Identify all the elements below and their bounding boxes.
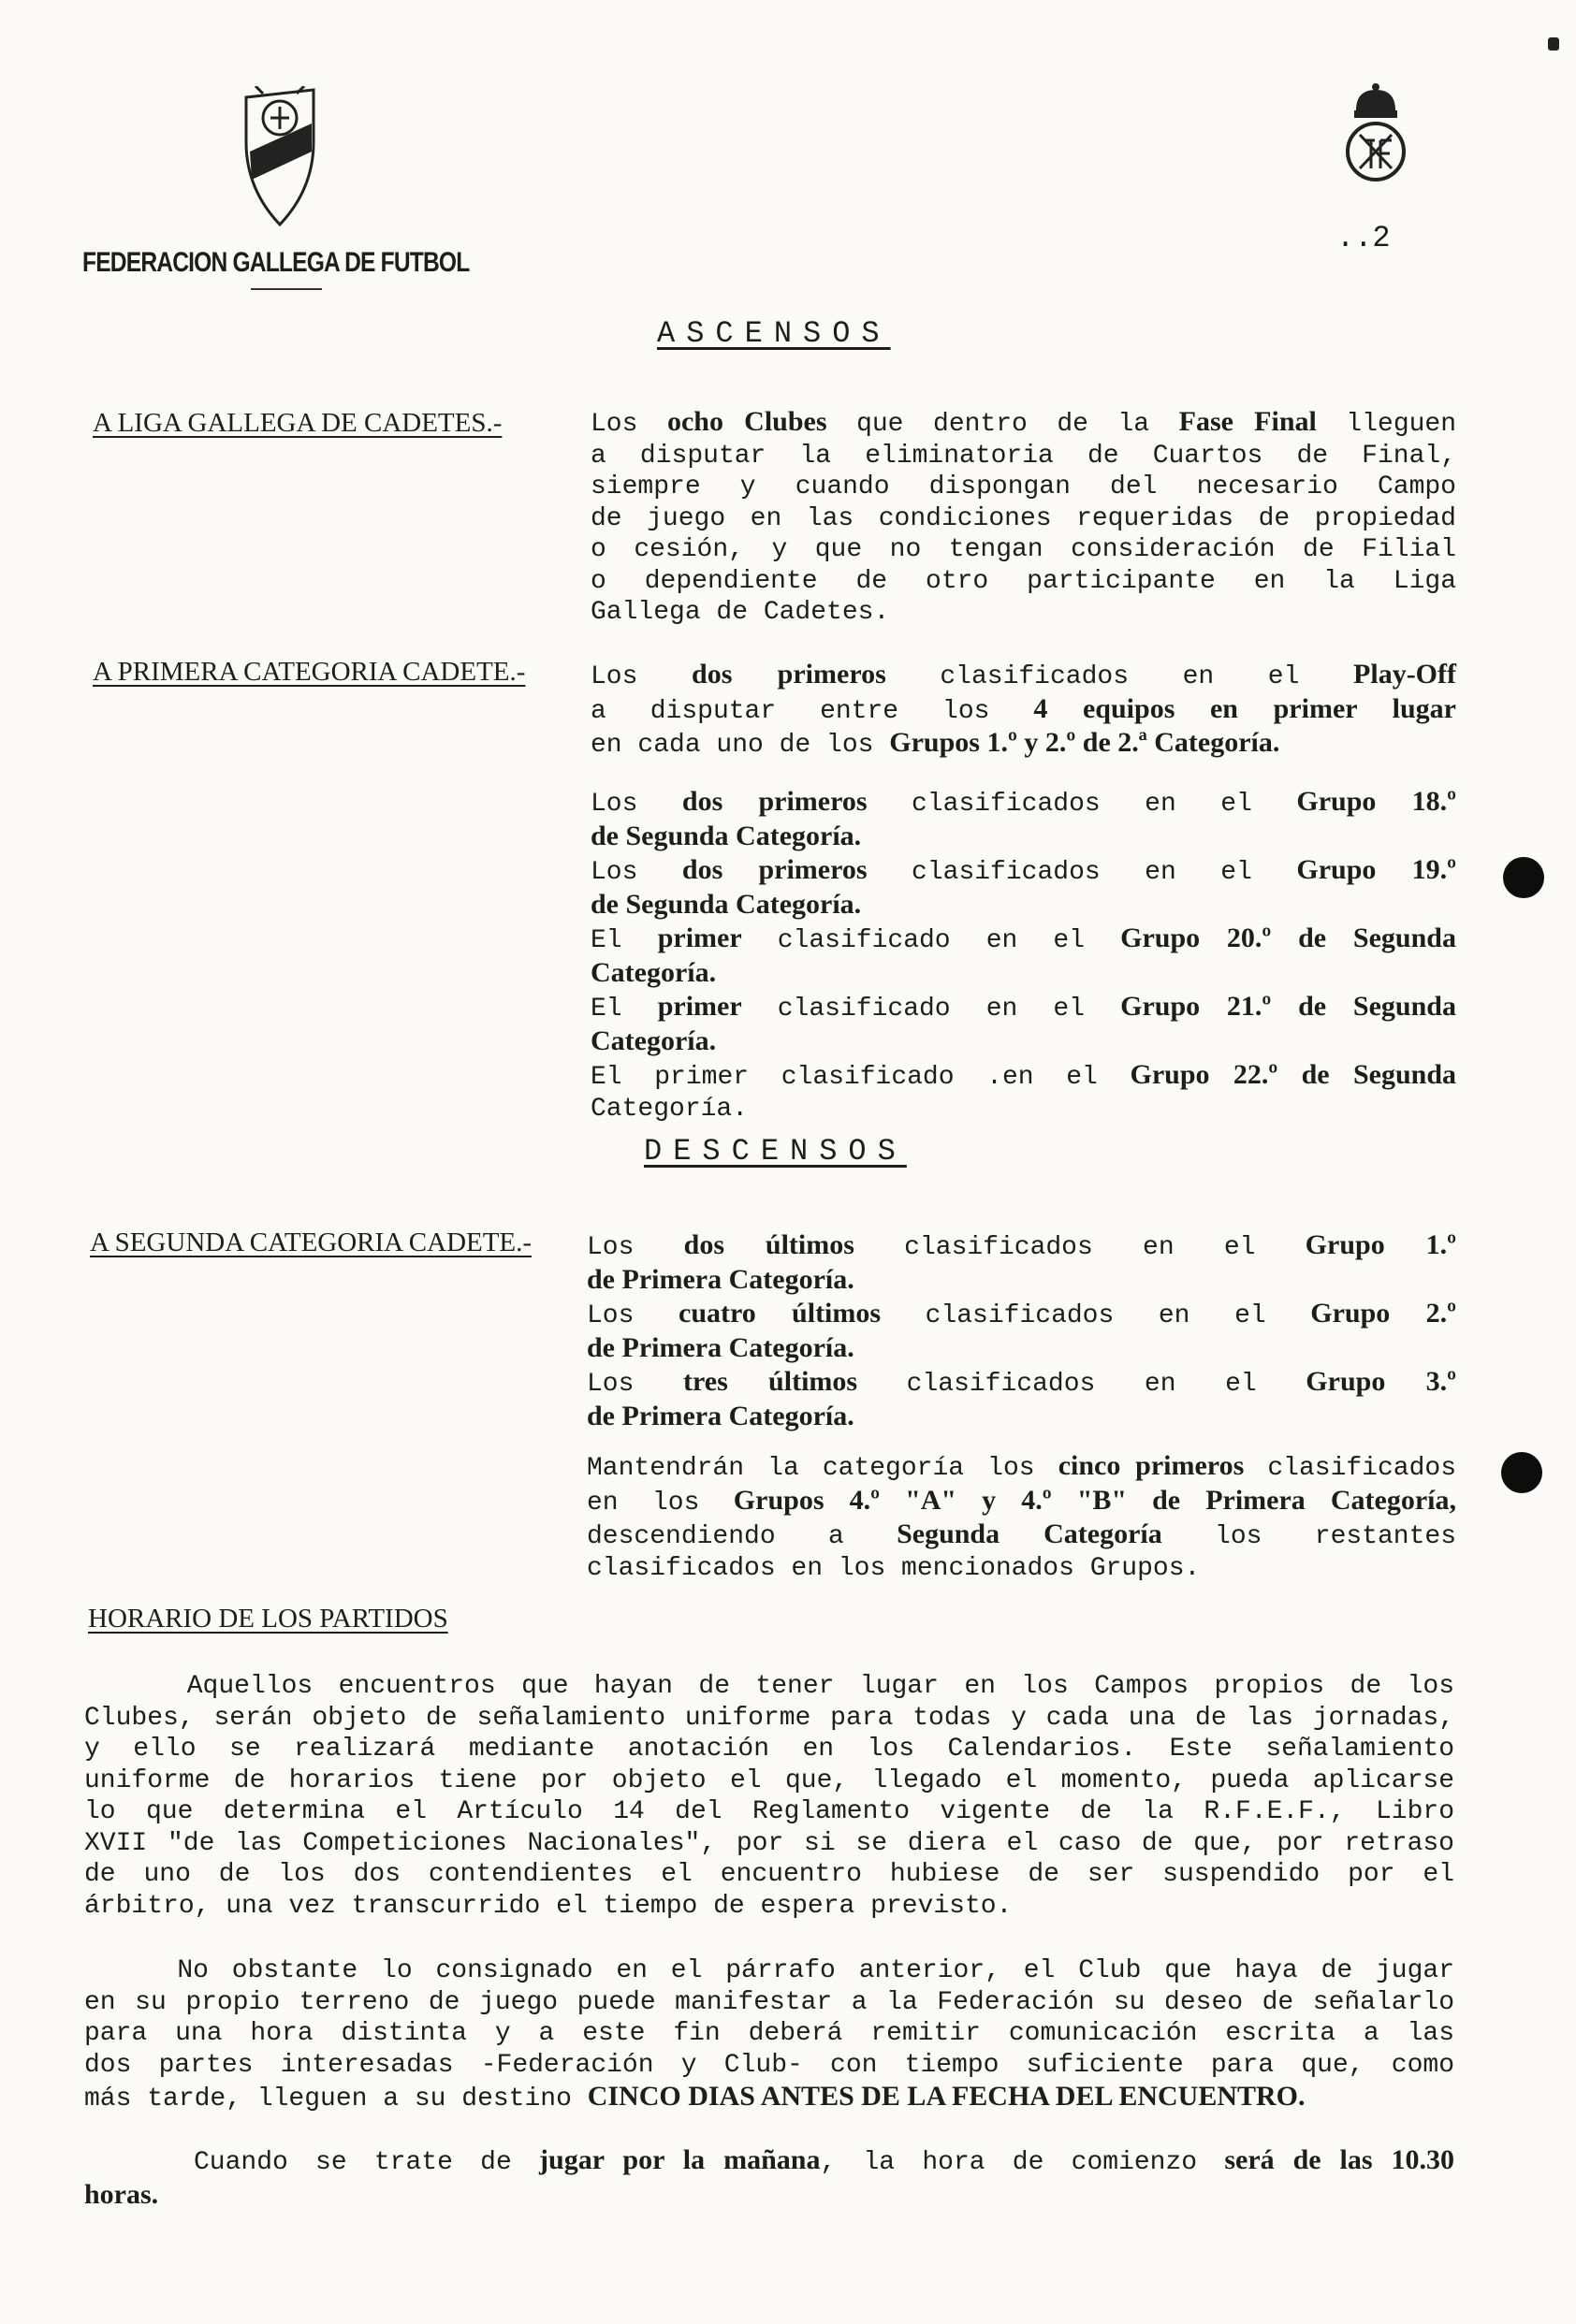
text-line: descendiendo a Segunda Categoría los restantes xyxy=(587,1518,1456,1551)
text-line: clasificados en los mencionados Grupos. xyxy=(587,1553,1201,1583)
text-line: dos partes interesadas -Federación y Club- con tiempo suficiente para que, como xyxy=(84,2050,1454,2080)
corner-mark xyxy=(1548,37,1559,51)
liga-gallega-text xyxy=(591,406,1456,629)
text-line: Gallega de Cadetes. xyxy=(591,598,890,627)
text-line: árbitro, una vez transcurrido el tiempo de espera previsto. xyxy=(84,1891,1013,1921)
primera-categoria-groups xyxy=(591,786,1456,1125)
text-line: Los dos primeros clasificados en el Grupo 19.º xyxy=(591,854,1456,887)
text-line: uniforme de horarios tiene por objeto el que, llegado el momento, pueda aplicarse xyxy=(84,1765,1454,1795)
text-line: Categoría. xyxy=(591,956,717,988)
horario-label: HORARIO DE LOS PARTIDOS xyxy=(88,1604,448,1634)
text-line: Los dos primeros clasificados en el Grupo 18.º xyxy=(591,786,1456,819)
group-entry xyxy=(591,922,1456,991)
ascensos-heading: ASCENSOS xyxy=(657,316,891,351)
text-line: Los cuatro últimos clasificados en el Grupo 2.º xyxy=(587,1298,1456,1330)
segunda-categoria-groups xyxy=(587,1229,1456,1434)
text-line: Los tres últimos clasificados en el Grupo 3.º xyxy=(587,1366,1457,1399)
horario-paragraph-1 xyxy=(84,1671,1454,1922)
text-line: Categoría. xyxy=(591,1024,717,1056)
text-line: de Primera Categoría. xyxy=(587,1400,854,1431)
text-line: o dependiente de otro participante en la Liga xyxy=(591,566,1456,596)
text-line: de uno de los dos contendientes el encuentro hubiese de ser suspendido por el xyxy=(84,1860,1454,1889)
text-line: Aquellos encuentros que hayan de tener lugar en los Campos propios de los xyxy=(84,1672,1454,1701)
text-line: y ello se realizará mediante anotación en los Calendarios. Este señalamiento xyxy=(84,1735,1454,1764)
text-line: de Primera Categoría. xyxy=(587,1331,854,1363)
primera-categoria-label: A PRIMERA CATEGORIA CADETE.- xyxy=(93,657,526,687)
text-line: Los dos últimos clasificados en el Grupo 1.º xyxy=(587,1229,1457,1262)
text-line: en su propio terreno de juego puede manifestar a la Federación su deseo de señalarlo xyxy=(84,1987,1454,2017)
galician-federation-shield-logo xyxy=(239,86,323,226)
organization-name: FEDERACION GALLEGA DE FUTBOL xyxy=(82,247,470,278)
text-line: de Segunda Categoría. xyxy=(591,820,862,851)
liga-gallega-label: A LIGA GALLEGA DE CADETES.- xyxy=(93,408,503,438)
primera-categoria-intro xyxy=(591,659,1456,762)
group-entry xyxy=(587,1229,1456,1298)
segunda-categoria-label: A SEGUNDA CATEGORIA CADETE.- xyxy=(90,1227,533,1257)
group-entry xyxy=(587,1298,1456,1366)
text-line: a disputar la eliminatoria de Cuartos de Final, xyxy=(591,441,1456,471)
text-line: El primer clasificado en el Grupo 21.º de Segunda xyxy=(591,991,1456,1024)
group-entry xyxy=(591,991,1456,1059)
group-entry xyxy=(591,1059,1456,1125)
text-line: de juego en las condiciones requeridas de propiedad xyxy=(591,503,1456,533)
organization-underline xyxy=(251,288,322,290)
descensos-heading: DESCENSOS xyxy=(644,1134,907,1169)
text-line: Los dos primeros clasificados en el Play-Off xyxy=(591,659,1456,691)
group-entry xyxy=(591,786,1456,854)
text-line: Mantendrán la categoría los cinco primeros clasificados xyxy=(587,1450,1456,1483)
text-line: siempre y cuando dispongan del necesario Campo xyxy=(591,472,1456,501)
horario-paragraph-2 xyxy=(84,1955,1454,2115)
text-line: Los ocho Clubes que dentro de la Fase Final lleguen xyxy=(591,406,1457,439)
text-line: horas. xyxy=(84,2178,159,2210)
punch-hole xyxy=(1501,1452,1542,1493)
text-line: XVII "de las Competiciones Nacionales", por si se diera el caso de que, por retraso xyxy=(84,1828,1454,1858)
text-line: Cuando se trate de jugar por la mañana, la hora de comienzo será de las 10.30 xyxy=(84,2144,1454,2177)
group-entry xyxy=(587,1366,1456,1434)
text-line: a disputar entre los 4 equipos en primer lugar xyxy=(591,692,1456,726)
text-line: El primer clasificado .en el Grupo 22.º de Segunda xyxy=(591,1059,1457,1092)
text-line: El primer clasificado en el Grupo 20.º de Segunda xyxy=(591,922,1456,955)
text-line: más tarde, lleguen a su destino CINCO DIAS ANTES DE LA FECHA DEL ENCUENTRO. xyxy=(84,2081,1306,2113)
text-line: de Segunda Categoría. xyxy=(591,888,862,920)
text-line: en los Grupos 4.º "A" y 4.º "B" de Primera Categoría, xyxy=(587,1484,1456,1518)
horario-paragraph-3 xyxy=(84,2144,1454,2213)
mantienen-categoria-text xyxy=(587,1450,1456,1584)
text-line: para una hora distinta y a este fin deberá remitir comunicación escrita a las xyxy=(84,2019,1454,2048)
text-line: No obstante lo consignado en el párrafo anterior, el Club que haya de jugar xyxy=(84,1956,1454,1985)
page-number: ..2 xyxy=(1336,221,1391,255)
text-line: lo que determina el Artículo 14 del Reglamento vigente de la R.F.E.F., Libro xyxy=(84,1797,1454,1826)
text-line: en cada uno de los Grupos 1.º y 2.º de 2.ª Categoría. xyxy=(591,727,1280,760)
rfef-crown-crest-logo xyxy=(1343,82,1408,190)
text-line: Clubes, serán objeto de señalamiento uniforme para todas y cada una de las jornadas, xyxy=(84,1703,1454,1733)
text-line: o cesión, y que no tengan consideración de Filial xyxy=(591,535,1456,564)
group-entry xyxy=(591,854,1456,922)
text-line: Categoría. xyxy=(591,1094,749,1124)
punch-hole xyxy=(1503,857,1544,898)
text-line: de Primera Categoría. xyxy=(587,1263,854,1295)
